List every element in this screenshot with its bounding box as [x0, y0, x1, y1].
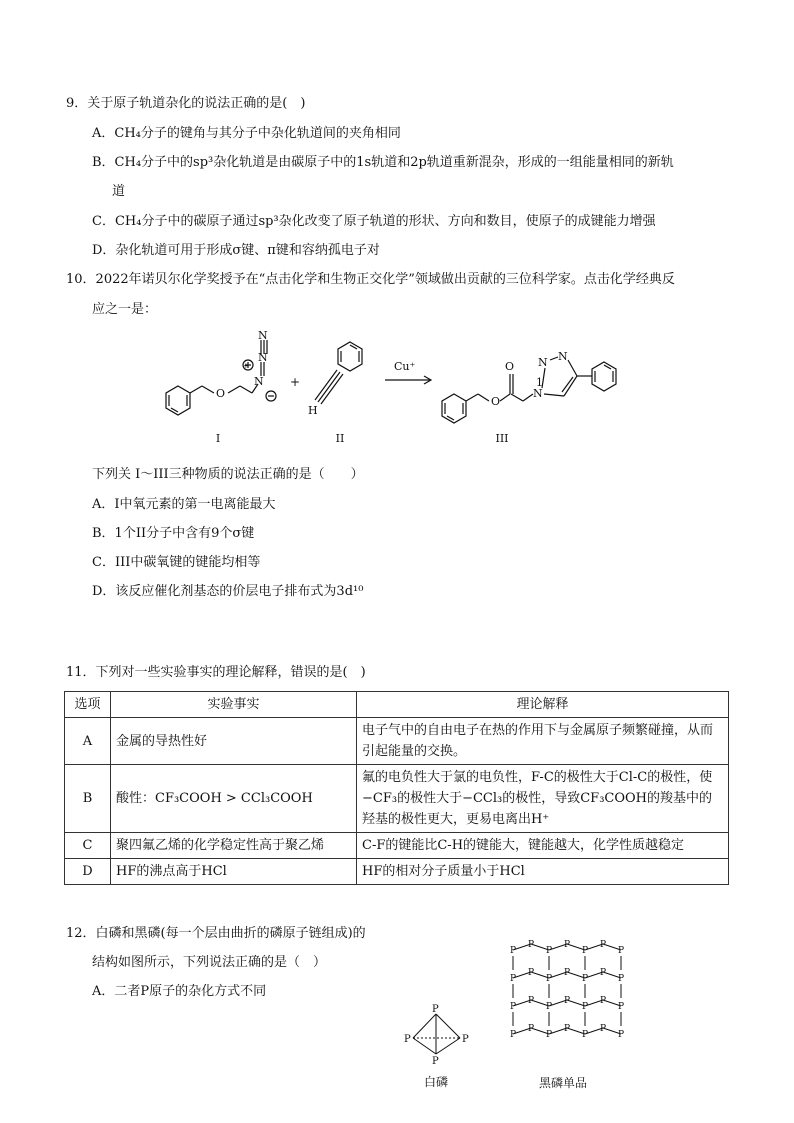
- atom-label: P: [546, 946, 553, 956]
- row-theory: 电子气中的自由电子在热的作用下与金属原子频繁碰撞，从而引起能量的交换。: [357, 718, 729, 765]
- atom-label: P: [510, 1030, 517, 1040]
- atom-label: P: [546, 974, 553, 984]
- q9-option-d: D．杂化轨道可用于形成σ键、π键和容纳孤电子对: [92, 243, 380, 258]
- svg-text:N: N: [558, 350, 568, 363]
- label-compound-iii: III: [495, 432, 509, 445]
- atom-label: P: [528, 968, 535, 978]
- svg-text:O: O: [505, 360, 515, 373]
- atom-label: P: [564, 968, 571, 978]
- row-fact: HF的沸点高于HCl: [111, 859, 357, 885]
- q9-stem: 9．关于原子轨道杂化的说法正确的是( ): [66, 96, 306, 111]
- black-phosphorus-structure: [488, 932, 636, 1092]
- atom-label: P: [600, 1024, 607, 1034]
- atom-label: P: [600, 968, 607, 978]
- q10-option-b: B．1个II分子中含有9个σ键: [92, 526, 255, 541]
- svg-text:N: N: [538, 356, 548, 369]
- svg-text:N: N: [254, 375, 264, 388]
- white-phosphorus-structure: [398, 998, 478, 1088]
- q9-option-b-cont: 道: [112, 184, 126, 199]
- table-row: [65, 833, 729, 859]
- q10-option-c: C．III中碳氧键的键能均相等: [92, 555, 261, 570]
- svg-text:H: H: [308, 404, 318, 417]
- label-compound-i: I: [215, 432, 221, 445]
- q10-stem-cont: 应之一是：: [92, 302, 158, 317]
- q12-option-a: A．二者P原子的杂化方式不同: [92, 984, 267, 999]
- svg-text:O: O: [491, 395, 501, 408]
- atom-label: P: [546, 1002, 553, 1012]
- atom-label: P: [564, 940, 571, 950]
- row-option: A: [65, 718, 111, 765]
- click-reaction-scheme: [150, 330, 650, 450]
- compound-ii-structure: [315, 342, 362, 404]
- atom-label: P: [564, 1024, 571, 1034]
- row-theory: 氟的电负性大于氯的电负性，F-C的极性大于Cl-C的极性，使−CF₃的极性大于−CCl₃的极性，导致CF₃COOH的羧基中的羟基的极性更大，更易电离出H⁺: [357, 765, 729, 833]
- atom-label: P: [404, 1034, 411, 1045]
- q9-option-b: B．CH₄分子中的sp³杂化轨道是由碳原子中的1s轨道和2p轨道重新混杂，形成的一组能量相同的新轨: [92, 155, 674, 170]
- atom-label: P: [432, 1004, 439, 1015]
- atom-label: P: [618, 946, 625, 956]
- q10-ask: 下列关 I～III三种物质的说法正确的是（ ）: [92, 467, 364, 482]
- atom-label: P: [618, 1030, 625, 1040]
- table-row: [65, 859, 729, 885]
- table-header-row: [65, 692, 729, 718]
- compound-iii-structure: [442, 357, 616, 423]
- atom-label: P: [546, 1030, 553, 1040]
- header-fact: 实验事实: [111, 692, 357, 718]
- label-compound-ii: II: [335, 432, 345, 445]
- plus-sign: +: [290, 375, 301, 389]
- atom-label: P: [462, 1034, 469, 1045]
- atom-label: P: [510, 946, 517, 956]
- atom-label: P: [510, 974, 517, 984]
- atom-label: P: [528, 996, 535, 1006]
- svg-text:+: +: [243, 362, 249, 370]
- atom-label: P: [582, 946, 589, 956]
- q9-option-c: C．CH₄分子中的碳原子通过sp³杂化改变了原子轨道的形状、方向和数目，使原子的成键能力增强: [92, 214, 656, 229]
- q12-stem: 12．白磷和黑磷(每一个层由曲折的磷原子链组成)的: [66, 926, 366, 941]
- svg-text:O: O: [216, 387, 226, 400]
- row-option: B: [65, 765, 111, 833]
- svg-text:N: N: [258, 330, 268, 342]
- atom-label: P: [432, 1056, 439, 1067]
- atom-label: P: [528, 1024, 535, 1034]
- atom-label: P: [582, 974, 589, 984]
- atom-label: P: [564, 996, 571, 1006]
- row-option: D: [65, 859, 111, 885]
- atom-label: P: [510, 1002, 517, 1012]
- black-phosphorus-label: 黑磷单品: [538, 1076, 588, 1090]
- row-option: C: [65, 833, 111, 859]
- table-row: [65, 765, 729, 833]
- atom-label: P: [582, 1002, 589, 1012]
- atom-label: P: [618, 974, 625, 984]
- q9-option-a: A．CH₄分子的键角与其分子中杂化轨道间的夹角相同: [92, 126, 401, 141]
- q12-stem-cont: 结构如图所示，下列说法正确的是（ ）: [92, 955, 327, 970]
- atom-label: P: [528, 940, 535, 950]
- svg-text:1: 1: [536, 376, 543, 389]
- svg-text:N: N: [533, 387, 543, 400]
- row-fact: 聚四氟乙烯的化学稳定性高于聚乙烯: [111, 833, 357, 859]
- catalyst-label: Cu⁺: [394, 360, 416, 373]
- row-theory: C-F的键能比C-H的键能大，键能越大，化学性质越稳定: [357, 833, 729, 859]
- q10-stem: 10．2022年诺贝尔化学奖授予在“点击化学和生物正交化学”领域做出贡献的三位科学家。点击化学经典反: [66, 272, 675, 287]
- header-option: 选项: [65, 692, 111, 718]
- atom-label: P: [582, 1030, 589, 1040]
- header-theory: 理论解释: [357, 692, 729, 718]
- atom-label: P: [618, 1002, 625, 1012]
- q10-option-a: A．I中氧元素的第一电离能最大: [92, 497, 276, 512]
- row-fact: 酸性：CF₃COOH > CCl₃COOH: [111, 765, 357, 833]
- q11-stem: 11．下列对一些实验事实的理论解释，错误的是( ): [66, 665, 366, 680]
- atom-label: P: [600, 940, 607, 950]
- white-phosphorus-label: 白磷: [423, 1075, 449, 1088]
- svg-text:N: N: [258, 351, 268, 364]
- atom-label: P: [600, 996, 607, 1006]
- q11-table: [64, 691, 729, 885]
- q10-option-d: D．该反应催化剂基态的价层电子排布式为3d¹⁰: [92, 584, 364, 599]
- row-theory: HF的相对分子质量小于HCl: [357, 859, 729, 885]
- table-row: [65, 718, 729, 765]
- row-fact: 金属的导热性好: [111, 718, 357, 765]
